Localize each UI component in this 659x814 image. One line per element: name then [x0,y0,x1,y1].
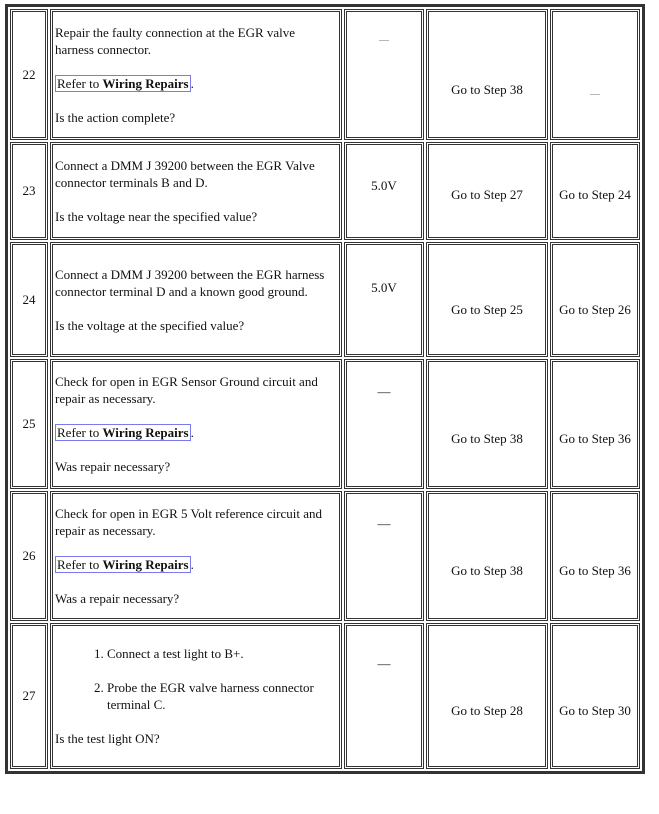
step-number: 24 [10,242,48,357]
question-text: Is the action complete? [55,109,176,125]
ref-link-text[interactable]: Wiring Repairs [102,425,189,440]
action-cell: Check for open in EGR 5 Volt reference circuit and repair as necessary. Refer to Wiring Repairs . Was a repair necessary? [50,491,342,621]
step-number: 25 [10,359,48,489]
table-row [10,242,640,357]
value-cell [344,9,424,140]
action-cell [50,142,342,240]
yes-text: Go to Step 38 [451,563,523,578]
yes-cell [426,491,548,621]
value-text: — [377,384,391,399]
value-cell [344,623,424,769]
action-cell: Repair the faulty connection at the EGR valve harness connector. Refer to Wiring Repairs . Is the action complete? [50,9,342,140]
yes-cell [426,142,548,240]
yes-text: Go to Step 38 [451,81,523,97]
ref-link-text[interactable]: Wiring Repairs [102,75,189,91]
list-item: 2. Probe the EGR valve harness connector terminal C. [107,679,337,713]
ref-prefix: Refer to [57,75,103,91]
step-number: 27 [10,623,48,769]
no-cell [550,9,640,140]
question-text: Is the voltage at the specified value? [55,317,245,333]
value-cell [344,359,424,489]
value-cell [344,142,424,240]
wiring-repairs-link[interactable] [55,75,191,92]
yes-cell [426,623,548,769]
step-number: 23 [10,142,48,240]
no-cell [550,142,640,240]
yes-cell [426,242,548,357]
value-text: — [379,34,389,46]
list-item: 1. Connect a test light to B+. [107,645,337,662]
procedure-list [55,645,337,713]
no-text: Go to Step 36 [559,563,631,578]
step-number: 22 [10,9,48,140]
no-text: Go to Step 26 [559,301,631,317]
no-cell [550,242,640,357]
yes-text: Go to Step 38 [451,431,523,446]
action-text: Repair the faulty connection at the EGR valve harness connector. [55,24,296,57]
yes-text: Go to Step 28 [451,703,523,718]
no-cell [550,623,640,769]
question-text: Is the test light ON? [55,731,160,746]
no-cell [550,491,640,621]
yes-cell [426,9,548,140]
action-text: Check for open in EGR Sensor Ground circuit and repair as necessary. [55,374,318,406]
wiring-repairs-link[interactable] [55,556,191,573]
ref-prefix: Refer to [57,425,103,440]
table-row [10,9,640,140]
action-text: Connect a DMM J 39200 between the EGR Valve connector terminals B and D. [55,158,315,190]
table-row [10,623,640,769]
yes-text: Go to Step 25 [451,301,523,317]
no-text: Go to Step 30 [559,703,631,718]
value-text: — [377,656,391,671]
diagnostic-table [5,4,645,774]
yes-cell [426,359,548,489]
table-row [10,359,640,489]
action-cell: Check for open in EGR Sensor Ground circuit and repair as necessary. Refer to Wiring Repairs . Was repair necessary? [50,359,342,489]
value-text: 5.0V [371,178,397,193]
table-row [10,491,640,621]
value-cell [344,491,424,621]
action-cell [50,623,342,769]
ref-link-text[interactable]: Wiring Repairs [102,557,189,572]
value-text: — [377,516,391,531]
no-text: — [590,89,600,100]
yes-text: Go to Step 27 [451,187,523,202]
question-text: Was a repair necessary? [55,591,180,606]
question-text: Is the voltage near the specified value? [55,209,258,224]
value-cell [344,242,424,357]
table-row [10,142,640,240]
action-cell [50,242,342,357]
ref-prefix: Refer to [57,557,103,572]
no-text: Go to Step 36 [559,431,631,446]
action-text: Connect a DMM J 39200 between the EGR harness connector terminal D and a known good ground. [55,266,325,299]
question-text: Was repair necessary? [55,459,171,474]
wiring-repairs-link[interactable] [55,424,191,441]
step-number: 26 [10,491,48,621]
no-cell [550,359,640,489]
action-text: Check for open in EGR 5 Volt reference circuit and repair as necessary. [55,506,323,538]
value-text: 5.0V [371,279,397,295]
no-text: Go to Step 24 [559,187,631,202]
